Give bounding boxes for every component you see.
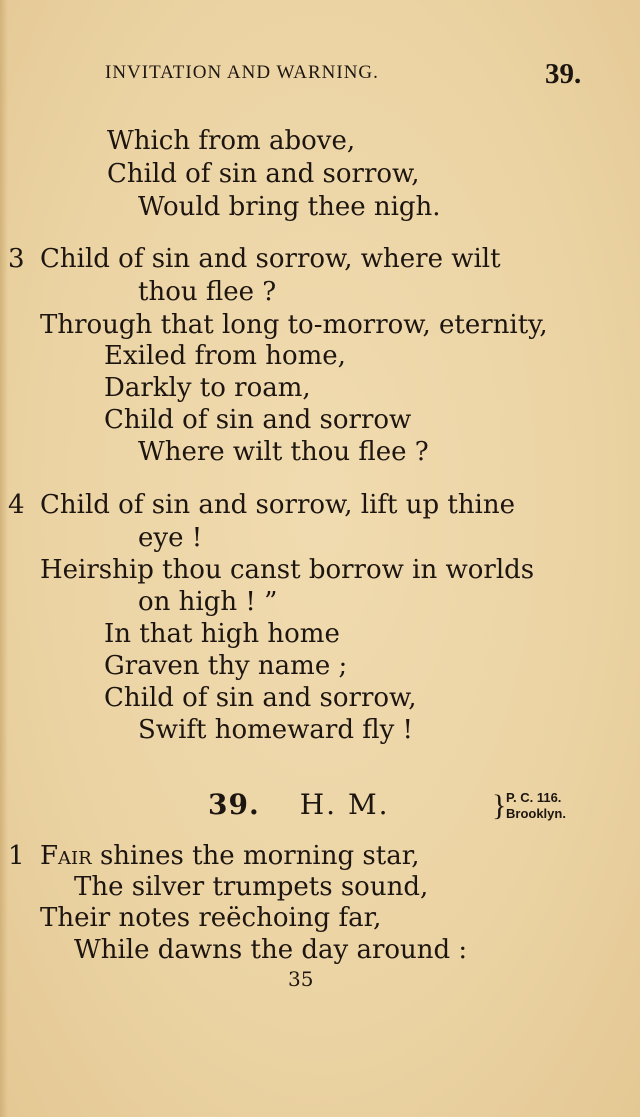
running-header: INVITATION AND WARNING. [105,62,379,83]
stanza-line: on high ! ” [138,587,278,617]
hymn-number: 39. [208,788,260,821]
first-line-text: shines the morning star, [91,841,420,871]
stanza-line: Child of sin and sorrow, [104,683,417,713]
verse-number: 3 [8,244,25,274]
page-edge-shadow [0,0,8,1117]
hymn-heading [208,788,390,821]
first-word: Fair [40,841,92,871]
verse-number: 1 [8,841,25,871]
page-folio: 35 [288,967,314,991]
stanza-line: Graven thy name ; [104,651,348,681]
stanza-line: Darkly to roam, [104,373,311,403]
stanza-line: Their notes reëchoing far, [40,903,382,933]
stanza-line: In that high home [104,619,340,649]
stanza-line: Child of sin and sorrow, lift up thine [40,490,516,520]
stanza-line: Where wilt thou flee ? [138,437,429,467]
stanza-line: Which from above, [107,126,356,156]
stanza-line: Child of sin and sorrow [104,405,412,435]
tune-number: P. C. 116. [506,790,562,805]
stanza-line: Child of sin and sorrow, [107,159,420,189]
stanza-line [40,840,420,872]
hymn-page-number: 39. [545,58,582,90]
stanza-line: Would bring thee nigh. [138,192,441,222]
hymn-meter: H. M. [299,788,390,821]
stanza-line: thou flee ? [138,277,277,307]
stanza-line: While dawns the day around : [74,935,468,965]
stanza-line: eye ! [138,523,203,553]
stanza-line: Through that long to-morrow, eternity, [40,310,548,340]
tune-name: Brooklyn. [506,806,566,821]
stanza-line: Exiled from home, [104,341,346,371]
stanza-line: Child of sin and sorrow, where wilt [40,244,501,274]
stanza-line: The silver trumpets sound, [74,872,429,902]
stanza-line: Heirship thou canst borrow in worlds [40,555,535,585]
brace-glyph: } [492,789,507,822]
stanza-line: Swift homeward fly ! [138,715,413,745]
verse-number: 4 [8,490,25,520]
